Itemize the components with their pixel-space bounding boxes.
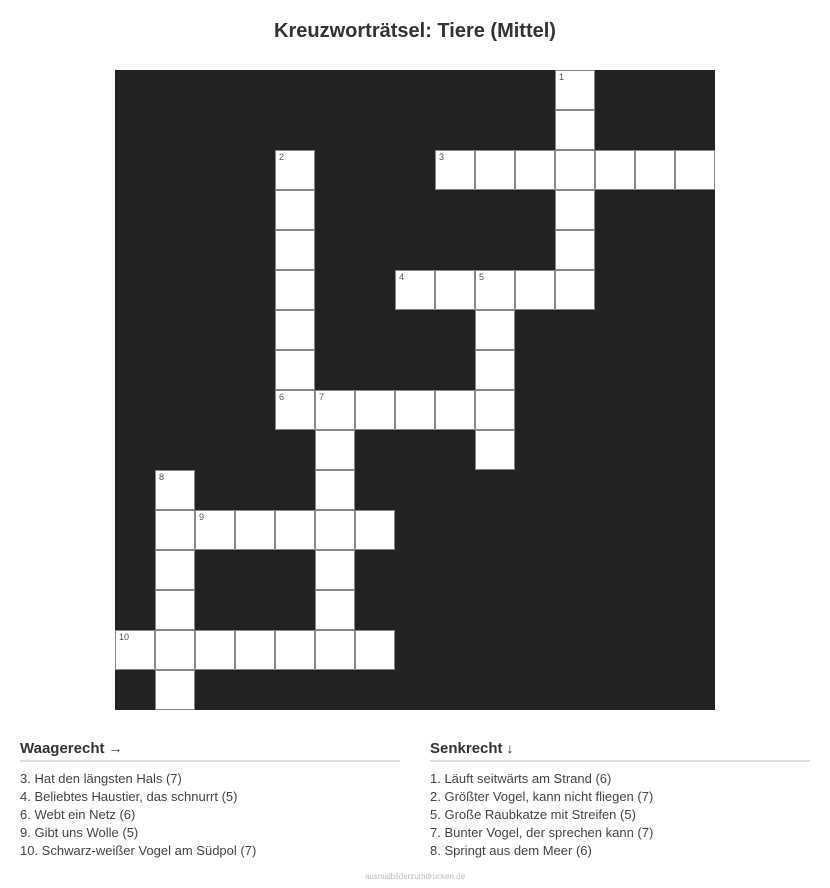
crossword-cell[interactable] [275, 630, 315, 670]
across-heading-label: Waagerecht [20, 740, 105, 757]
crossword-cell[interactable] [275, 390, 315, 430]
crossword-cell[interactable] [475, 430, 515, 470]
crossword-cell[interactable] [475, 270, 515, 310]
crossword-cell[interactable] [155, 510, 195, 550]
right-arrow-icon: → [108, 740, 123, 756]
crossword-cell[interactable] [475, 310, 515, 350]
down-arrow-icon: ↓ [506, 740, 514, 756]
crossword-cell[interactable] [515, 150, 555, 190]
crossword-cell[interactable] [555, 270, 595, 310]
crossword-cell[interactable] [435, 150, 475, 190]
across-clues-section [20, 740, 400, 860]
crossword-cell[interactable] [315, 430, 355, 470]
crossword-cell[interactable] [235, 510, 275, 550]
across-clue: 3. Hat den längsten Hals (7) [20, 771, 182, 786]
across-heading [20, 740, 400, 762]
crossword-cell[interactable] [275, 310, 315, 350]
across-clue: 6. Webt ein Netz (6) [20, 807, 136, 822]
crossword-cell[interactable] [155, 670, 195, 710]
crossword-cell[interactable] [275, 190, 315, 230]
cell-number: 5 [479, 272, 485, 282]
crossword-cell[interactable] [515, 270, 555, 310]
crossword-cell[interactable] [355, 510, 395, 550]
cell-number: 4 [399, 272, 405, 282]
crossword-cell[interactable] [275, 150, 315, 190]
crossword-cell[interactable] [635, 150, 675, 190]
crossword-cell[interactable] [315, 470, 355, 510]
cell-number: 3 [439, 152, 445, 162]
crossword-cell[interactable] [555, 190, 595, 230]
crossword-cell[interactable] [235, 630, 275, 670]
cell-number: 8 [159, 472, 165, 482]
across-clue: 4. Beliebtes Haustier, das schnurrt (5) [20, 789, 238, 804]
across-clue: 9. Gibt uns Wolle (5) [20, 825, 139, 840]
cell-number: 1 [559, 72, 565, 82]
across-clue-list [20, 770, 400, 860]
cell-number: 9 [199, 512, 205, 522]
crossword-cell[interactable] [395, 270, 435, 310]
page-title: Kreuzworträtsel: Tiere (Mittel) [274, 20, 556, 42]
crossword-cell[interactable] [195, 510, 235, 550]
down-clues-section [430, 740, 810, 860]
crossword-cell[interactable] [555, 230, 595, 270]
crossword-cell[interactable] [115, 630, 155, 670]
crossword-cell[interactable] [675, 150, 715, 190]
down-heading [430, 740, 810, 762]
footer-watermark: ausmalbilderzumdrucken.de [364, 872, 466, 881]
crossword-cell[interactable] [275, 510, 315, 550]
crossword-cell[interactable] [315, 390, 355, 430]
down-clue: 8. Springt aus dem Meer (6) [430, 843, 592, 858]
crossword-cell[interactable] [315, 510, 355, 550]
crossword-cell[interactable] [595, 150, 635, 190]
crossword-cell[interactable] [435, 270, 475, 310]
crossword-cell[interactable] [275, 350, 315, 390]
down-clue: 5. Große Raubkatze mit Streifen (5) [430, 807, 636, 822]
crossword-cell[interactable] [275, 230, 315, 270]
across-clue: 10. Schwarz-weißer Vogel am Südpol (7) [20, 843, 257, 858]
crossword-cell[interactable] [315, 550, 355, 590]
crossword-cell[interactable] [555, 110, 595, 150]
crossword-cell[interactable] [475, 150, 515, 190]
cell-number: 2 [279, 152, 285, 162]
crossword-cell[interactable] [475, 390, 515, 430]
down-clue: 1. Läuft seitwärts am Strand (6) [430, 771, 612, 786]
cell-number: 6 [279, 392, 285, 402]
crossword-cell[interactable] [355, 630, 395, 670]
crossword-cell[interactable] [395, 390, 435, 430]
crossword-cell[interactable] [155, 470, 195, 510]
crossword-cell[interactable] [155, 590, 195, 630]
crossword-cell[interactable] [275, 270, 315, 310]
crossword-cell[interactable] [195, 630, 235, 670]
crossword-cell[interactable] [315, 630, 355, 670]
crossword-cell[interactable] [355, 390, 395, 430]
crossword-cell[interactable] [315, 590, 355, 630]
crossword-cell[interactable] [555, 150, 595, 190]
crossword-cell[interactable] [435, 390, 475, 430]
down-heading-label: Senkrecht [430, 740, 503, 757]
down-clue: 7. Bunter Vogel, der sprechen kann (7) [430, 825, 654, 840]
crossword-cell[interactable] [475, 350, 515, 390]
crossword-cell[interactable] [155, 630, 195, 670]
crossword-cell[interactable] [155, 550, 195, 590]
crossword-grid [115, 70, 715, 710]
down-clue-list [430, 770, 810, 860]
down-clue: 2. Größter Vogel, kann nicht fliegen (7) [430, 789, 654, 804]
cell-number: 7 [319, 392, 325, 402]
cell-number: 10 [119, 632, 130, 642]
crossword-cell[interactable] [555, 70, 595, 110]
